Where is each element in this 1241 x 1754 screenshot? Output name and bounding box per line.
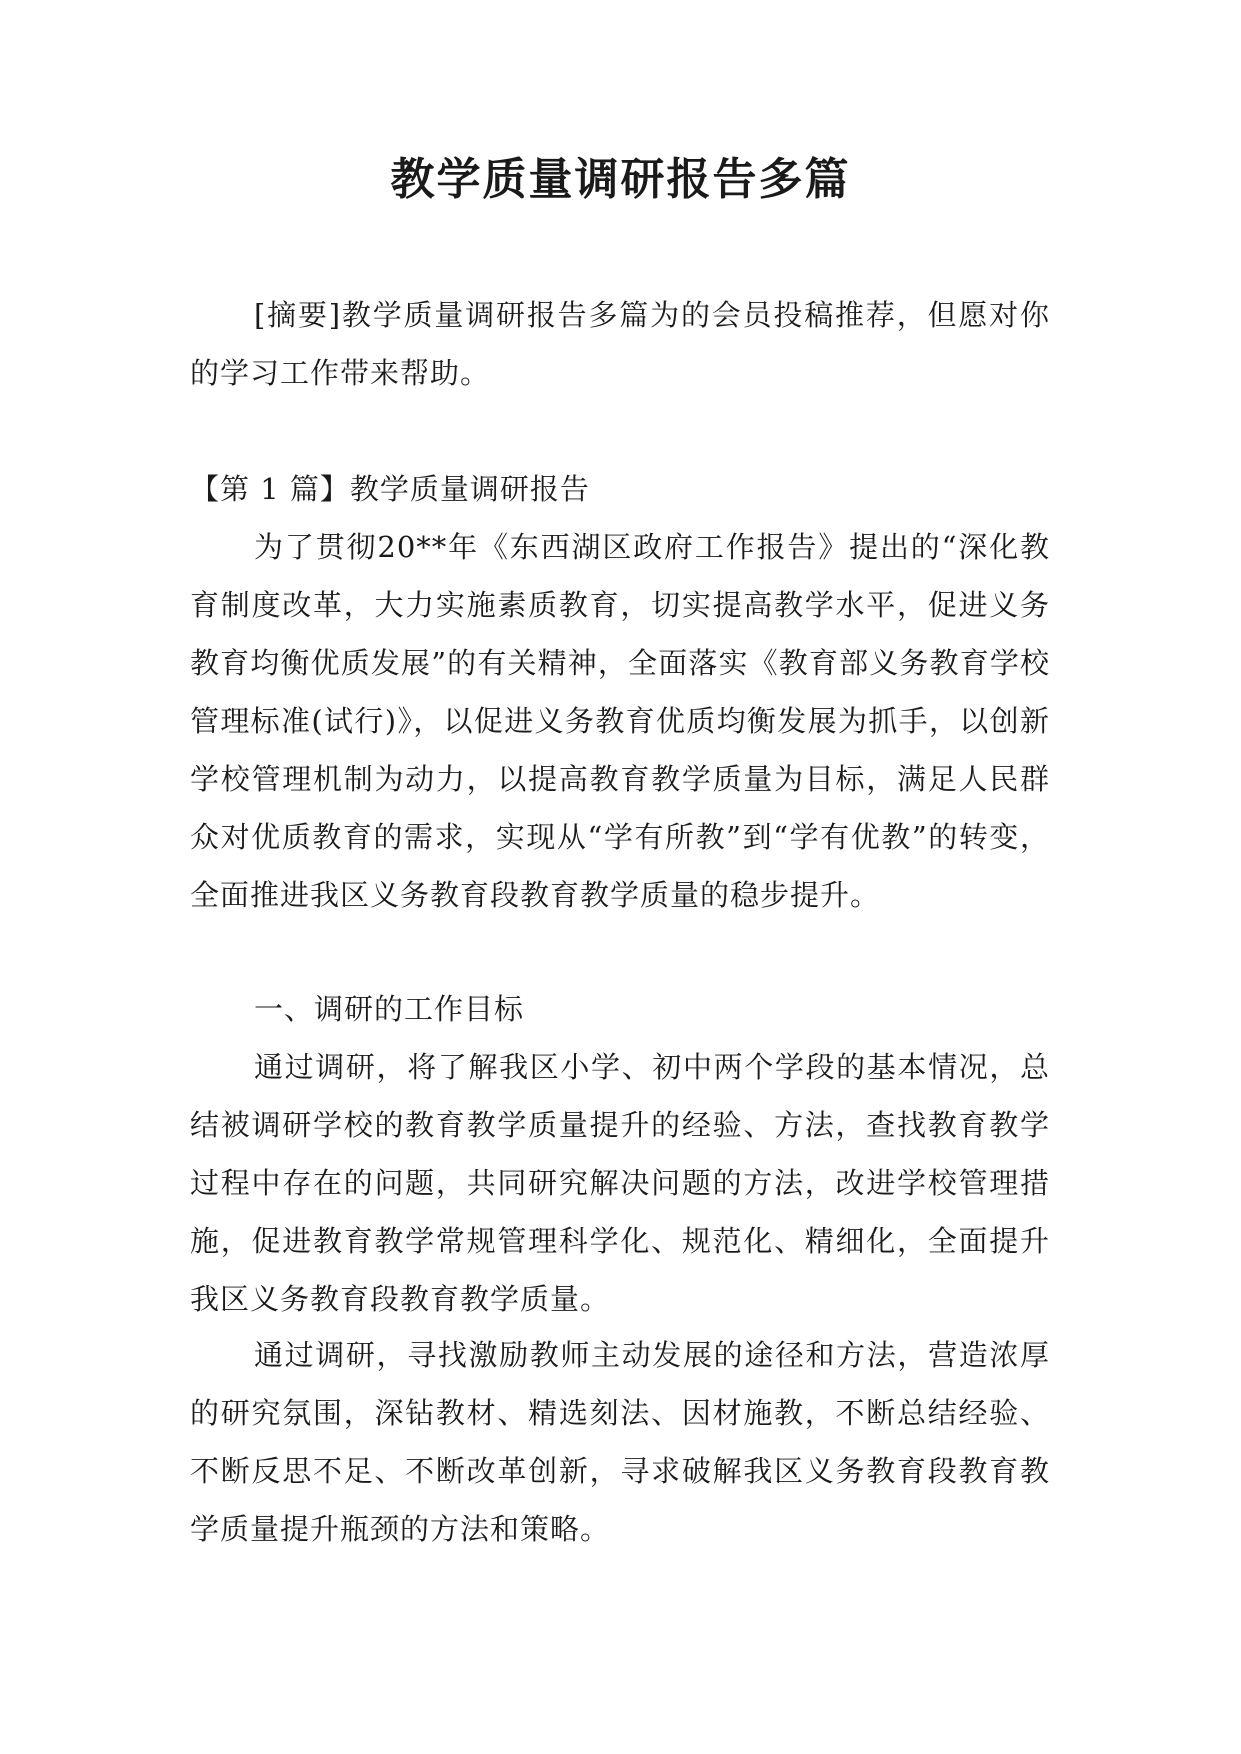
document-title: 教学质量调研报告多篇 xyxy=(390,154,851,205)
body-paragraph-1: 为了贯彻20**年《东西湖区政府工作报告》提出的“深化教育制度改革，大力实施素质教育，切实提高教学水平，促进义务教育均衡优质发展”的有关精神，全面落实《教育部义务教育学校管理标准(试行)》，以促进义务教育优质均衡发展为抓手，以创新学校管理机制为动力，以提高教育教学质量为目标，满足人民群众对优质教育的需求，实现从“学有所教”到“学有优教”的转变，全面推进我区义务教育段教育教学质量的稳步提升。 xyxy=(190,530,1050,912)
body-paragraph-3: 通过调研，寻找激励教师主动发展的途径和方法，营造浓厚的研究氛围，深钻教材、精选刻法、因材施教，不断总结经验、不断反思不足、不断改革创新，寻求破解我区义务教育段教育教学质量提升瓶颈的方法和策略。 xyxy=(190,1338,1050,1546)
section-heading: 【第 1 篇】教学质量调研报告 xyxy=(190,472,590,506)
body-paragraph-2: 通过调研，将了解我区小学、初中两个学段的基本情况，总结被调研学校的教育教学质量提升的经验、方法，查找教育教学过程中存在的问题，共同研究解决问题的方法，改进学校管理措施，促进教育教学常规管理科学化、规范化、精细化，全面提升我区义务教育段教育教学质量。 xyxy=(190,1050,1050,1316)
sub-heading-goals: 一、调研的工作目标 xyxy=(254,992,525,1026)
abstract-paragraph: [摘要]教学质量调研报告多篇为的会员投稿推荐，但愿对你的学习工作带来帮助。 xyxy=(190,298,1050,390)
